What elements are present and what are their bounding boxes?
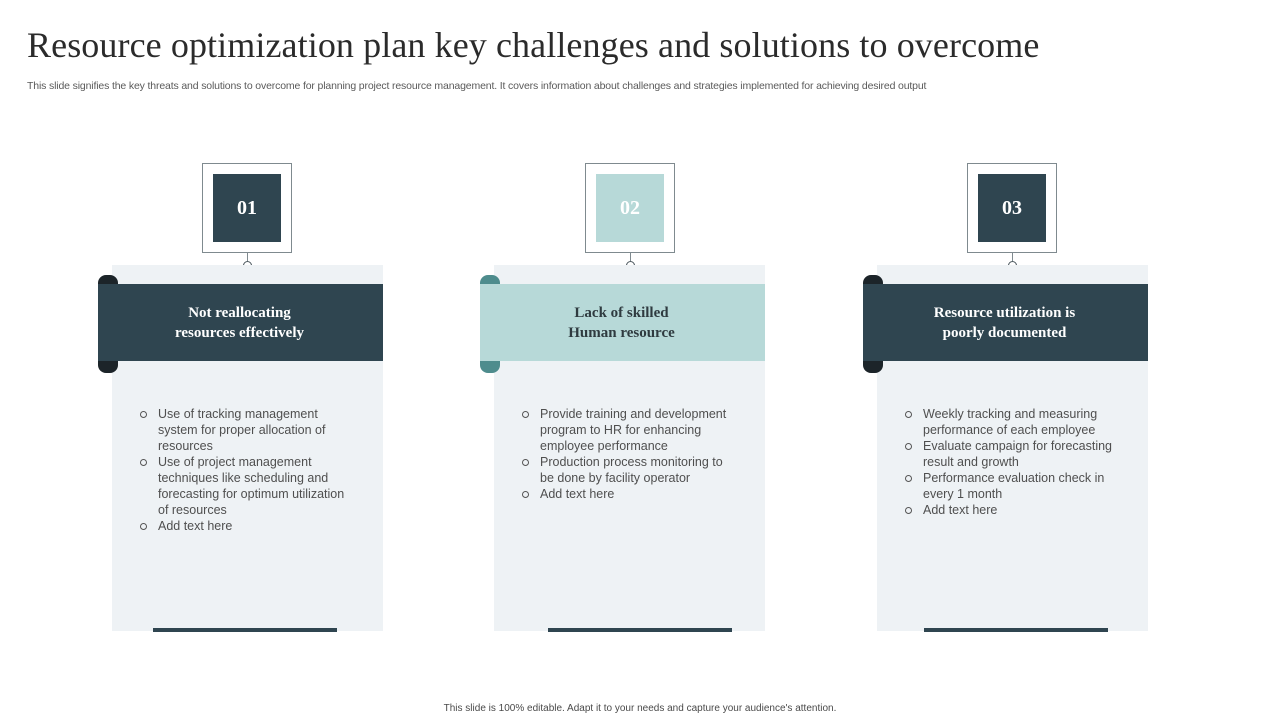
bullet-text: Provide training and development program to HR for enhancing employee performance [540, 407, 727, 453]
bullet-circle-icon [140, 523, 147, 530]
slide-subtitle: This slide signifies the key threats and solutions to overcome for planning project resource management. It covers information about challenges and strategies implemented for achieving desired output [27, 80, 927, 92]
bullet-circle-icon [522, 459, 529, 466]
bullet-text: Add text here [158, 519, 233, 533]
bullet-circle-icon [905, 443, 912, 450]
card-bottom-bar [548, 628, 732, 632]
bullet-circle-icon [905, 475, 912, 482]
slide-footer: This slide is 100% editable. Adapt it to your needs and capture your audience's attention. [443, 703, 837, 714]
bullet-text: Performance evaluation check in every 1 month [923, 471, 1105, 501]
bullet-item [903, 406, 1113, 438]
number-badge: 01 [213, 174, 281, 242]
slide-title: Resource optimization plan key challenges and solutions to overcome [27, 25, 1040, 65]
bullet-item [903, 502, 1113, 518]
number-frame [585, 163, 675, 253]
bullet-circle-icon [140, 459, 147, 466]
challenge-card [98, 163, 386, 633]
card-heading: Resource utilization is poorly documented [863, 284, 1148, 361]
bullet-circle-icon [522, 491, 529, 498]
bullet-item [138, 406, 348, 454]
bullet-text: Evaluate campaign for forecasting result and growth [923, 439, 1112, 469]
bullet-item [520, 486, 730, 502]
bullet-text: Production process monitoring to be done by facility operator [540, 455, 723, 485]
connector-line [247, 253, 248, 261]
bullet-text: Use of project management techniques like scheduling and forecasting for optimum utilization of resources [158, 455, 345, 517]
number-badge: 02 [596, 174, 664, 242]
card-heading: Lack of skilled Human resource [480, 284, 765, 361]
bullet-circle-icon [905, 411, 912, 418]
challenge-card [480, 163, 768, 633]
bullet-circle-icon [522, 411, 529, 418]
number-frame [202, 163, 292, 253]
connector-line [630, 253, 631, 261]
bullet-item [138, 454, 348, 518]
bullet-list [138, 406, 348, 534]
bullet-item [903, 470, 1113, 502]
card-heading: Not reallocating resources effectively [98, 284, 383, 361]
bullet-text: Weekly tracking and measuring performance of each employee [923, 407, 1098, 437]
bullet-circle-icon [905, 507, 912, 514]
bullet-item [520, 406, 730, 454]
bullet-item [520, 454, 730, 486]
bullet-text: Use of tracking management system for proper allocation of resources [158, 407, 326, 453]
bullet-text: Add text here [923, 503, 998, 517]
bullet-item [903, 438, 1113, 470]
number-frame [967, 163, 1057, 253]
number-badge: 03 [978, 174, 1046, 242]
bullet-item [138, 518, 348, 534]
bullet-list [903, 406, 1113, 518]
bullet-text: Add text here [540, 487, 615, 501]
card-bottom-bar [153, 628, 337, 632]
connector-line [1012, 253, 1013, 261]
card-bottom-bar [924, 628, 1108, 632]
challenge-card [863, 163, 1151, 633]
bullet-circle-icon [140, 411, 147, 418]
bullet-list [520, 406, 730, 502]
